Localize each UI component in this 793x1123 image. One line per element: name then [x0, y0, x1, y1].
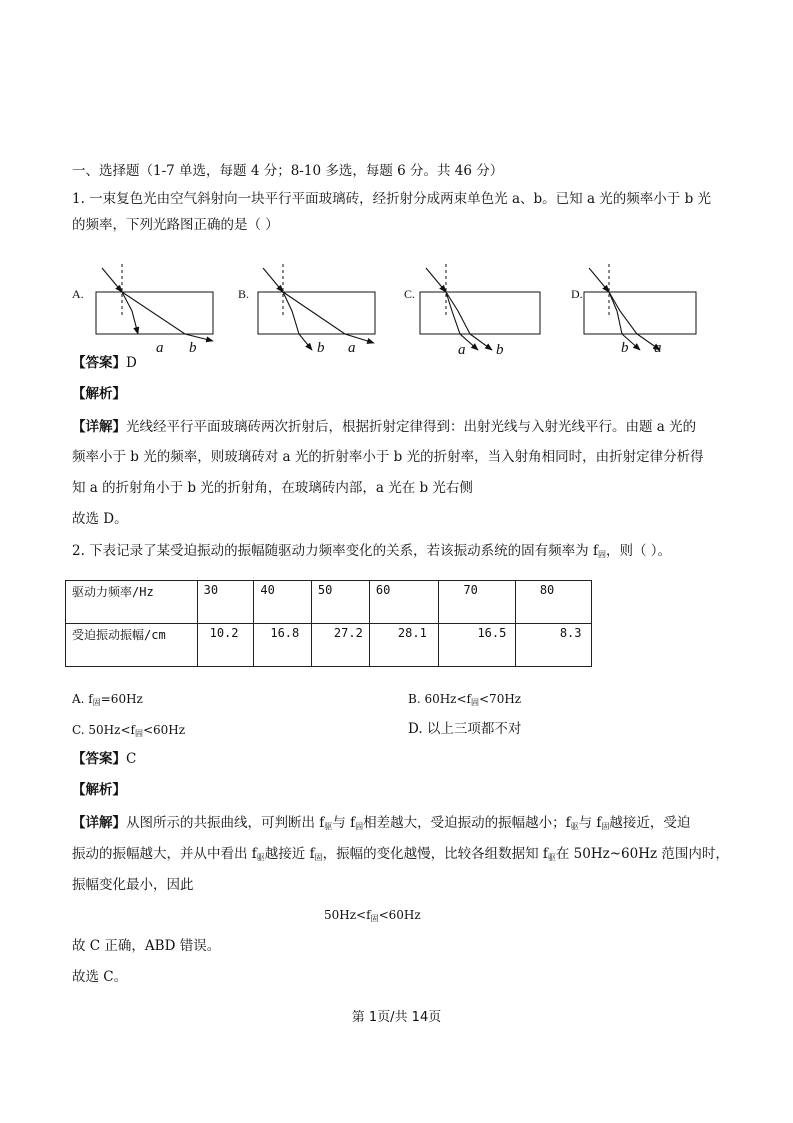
- opt-sub: 固: [92, 698, 101, 707]
- opt-text: <70Hz: [479, 692, 522, 706]
- q2-option-a: [72, 690, 143, 712]
- refracted-ray: [283, 292, 312, 350]
- d-sub: 驱: [324, 822, 333, 831]
- option-label: B.: [238, 287, 250, 301]
- q1-detail-line1: [72, 418, 696, 436]
- d-sub: 驱: [570, 822, 579, 831]
- q1-detail-line2: 频率小于 b 光的频率，则玻璃砖对 a 光的折射率小于 b 光的折射率，当入射角相同时，由折射定律分析得: [72, 449, 704, 465]
- q1-answer-value: D: [126, 355, 137, 371]
- f-sub: 固: [370, 914, 379, 923]
- q1-detail-line3: 知 a 的折射角小于 b 光的折射角，在玻璃砖内部，a 光在 b 光右侧: [72, 480, 473, 496]
- q1-answer-tag: 【答案】: [72, 355, 126, 371]
- f-text: <60Hz: [378, 908, 421, 922]
- d-sub: 驱: [547, 853, 556, 862]
- table-cell: 16.8: [254, 624, 312, 667]
- q2-detail-line2: [72, 845, 729, 867]
- q2-detail-tag: 【详解】: [72, 815, 126, 831]
- ray-label: a: [458, 342, 466, 358]
- option-label: A.: [72, 287, 84, 301]
- table-cell: 27.2: [311, 624, 369, 667]
- glass-slab: [584, 292, 696, 334]
- q1-stem-line1: 1. 一束复色光由空气斜射向一块平行平面玻璃砖，经折射分成两束单色光 a、b。已知 a 光的频率小于 b 光: [72, 191, 712, 207]
- q1-ray-diagrams: [0, 262, 793, 362]
- table-cell: 80: [515, 581, 591, 624]
- q2-stem-post: ，则（ ）。: [605, 543, 672, 559]
- opt-sub: 固: [134, 729, 143, 738]
- ray-label: a: [654, 340, 662, 356]
- table-cell: 16.5: [439, 624, 515, 667]
- table-cell: 40: [254, 581, 312, 624]
- d-text: 与 f: [332, 815, 356, 831]
- q1-stem-line2: 的频率，下列光路图正确的是（ ）: [72, 217, 279, 233]
- refracted-ray: [122, 292, 138, 334]
- refracted-ray: [283, 292, 374, 343]
- d-text: 越接近，受迫: [609, 815, 691, 831]
- table-cell: 50: [311, 581, 369, 624]
- q2-detail-line1: [72, 814, 690, 836]
- q1-conclusion: 故选 D。: [72, 511, 128, 527]
- table-row: [66, 581, 592, 624]
- q1-detail-tag: 【详解】: [72, 419, 126, 435]
- ray-label: b: [496, 342, 504, 358]
- q2-answer-tag: 【答案】: [72, 751, 126, 767]
- f-text: 50Hz<f: [324, 908, 371, 922]
- q1-analysis-tag: 【解析】: [72, 386, 126, 402]
- d-text: 振动的振幅越大，并从中看出 f: [72, 846, 257, 862]
- table-cell: 10.2: [197, 624, 254, 667]
- d-text: 越接近 f: [264, 846, 315, 862]
- q2-option-b: [408, 690, 521, 712]
- d-sub: 固: [314, 853, 323, 862]
- q2-stem: [72, 542, 671, 564]
- opt-sub: 固: [471, 698, 479, 707]
- section-heading: 一、选择题（1-7 单选，每题 4 分；8-10 多选，每题 6 分。共 46 分）: [72, 163, 504, 179]
- q2-conclusion: 故选 C。: [72, 969, 128, 985]
- table-cell-label: 驱动力频率/Hz: [66, 581, 198, 624]
- table-row: [66, 624, 592, 667]
- table-cell: 8.3: [515, 624, 591, 667]
- option-label: D.: [571, 287, 583, 301]
- q2-detail-line3: 振幅变化最小，因此: [72, 877, 194, 893]
- q2-option-d: D. 以上三项都不对: [408, 721, 522, 737]
- ray-label: a: [156, 340, 164, 356]
- incident-ray: [589, 268, 609, 292]
- opt-text: A. f: [72, 692, 93, 706]
- q2-frequency-table: [65, 580, 592, 667]
- table-cell: 30: [197, 581, 254, 624]
- ray-label: b: [317, 340, 325, 356]
- glass-slab: [420, 292, 540, 334]
- incident-ray: [426, 268, 446, 292]
- opt-text: =60Hz: [100, 692, 143, 706]
- refracted-ray: [609, 292, 660, 350]
- ray-label: b: [189, 340, 197, 356]
- d-text: 相差越大，受迫振动的振幅越小；f: [363, 815, 571, 831]
- q2-formula: [324, 906, 421, 928]
- d-text: 与 f: [578, 815, 602, 831]
- incident-ray: [102, 268, 122, 292]
- opt-text: <60Hz: [142, 723, 186, 737]
- q2-answer-value: C: [126, 751, 137, 767]
- table-cell-label: 受迫振动振幅/cm: [66, 624, 198, 667]
- q2-answer: [72, 750, 136, 768]
- glass-slab: [96, 292, 213, 334]
- opt-text: B. 60Hz<f: [408, 692, 471, 706]
- d-sub: 驱: [256, 853, 265, 862]
- q2-line-c: 故 C 正确，ABD 错误。: [72, 938, 221, 954]
- option-label: C.: [404, 287, 416, 301]
- d-text: ，振幅的变化越慢，比较各组数据知 f: [322, 846, 548, 862]
- d-sub: 固: [355, 822, 364, 831]
- page-footer: 第 1页/共 14页: [351, 1010, 442, 1025]
- d-text: 从图所示的共振曲线，可判断出 f: [126, 815, 325, 831]
- table-cell: 70: [439, 581, 515, 624]
- q1-answer: [72, 354, 137, 372]
- incident-ray: [263, 268, 283, 292]
- q2-option-c: [72, 721, 185, 743]
- d-text: 在 50Hz~60Hz 范围内时，: [555, 846, 729, 862]
- table-cell: 60: [369, 581, 439, 624]
- q2-stem-sub: 固: [597, 550, 606, 559]
- glass-slab: [258, 292, 375, 334]
- q2-analysis-tag: 【解析】: [72, 782, 126, 798]
- q2-stem-pre: 2. 下表记录了某受迫振动的振幅随驱动力频率变化的关系，若该振动系统的固有频率为 f: [72, 543, 598, 559]
- ray-label: a: [348, 340, 356, 356]
- q1-detail-text1: 光线经平行平面玻璃砖两次折射后，根据折射定律得到：出射光线与入射光线平行。由题 a 光的: [126, 419, 697, 435]
- ray-label: b: [621, 340, 629, 356]
- table-cell: 28.1: [369, 624, 439, 667]
- opt-text: C. 50Hz<f: [72, 723, 135, 737]
- d-sub: 固: [601, 822, 610, 831]
